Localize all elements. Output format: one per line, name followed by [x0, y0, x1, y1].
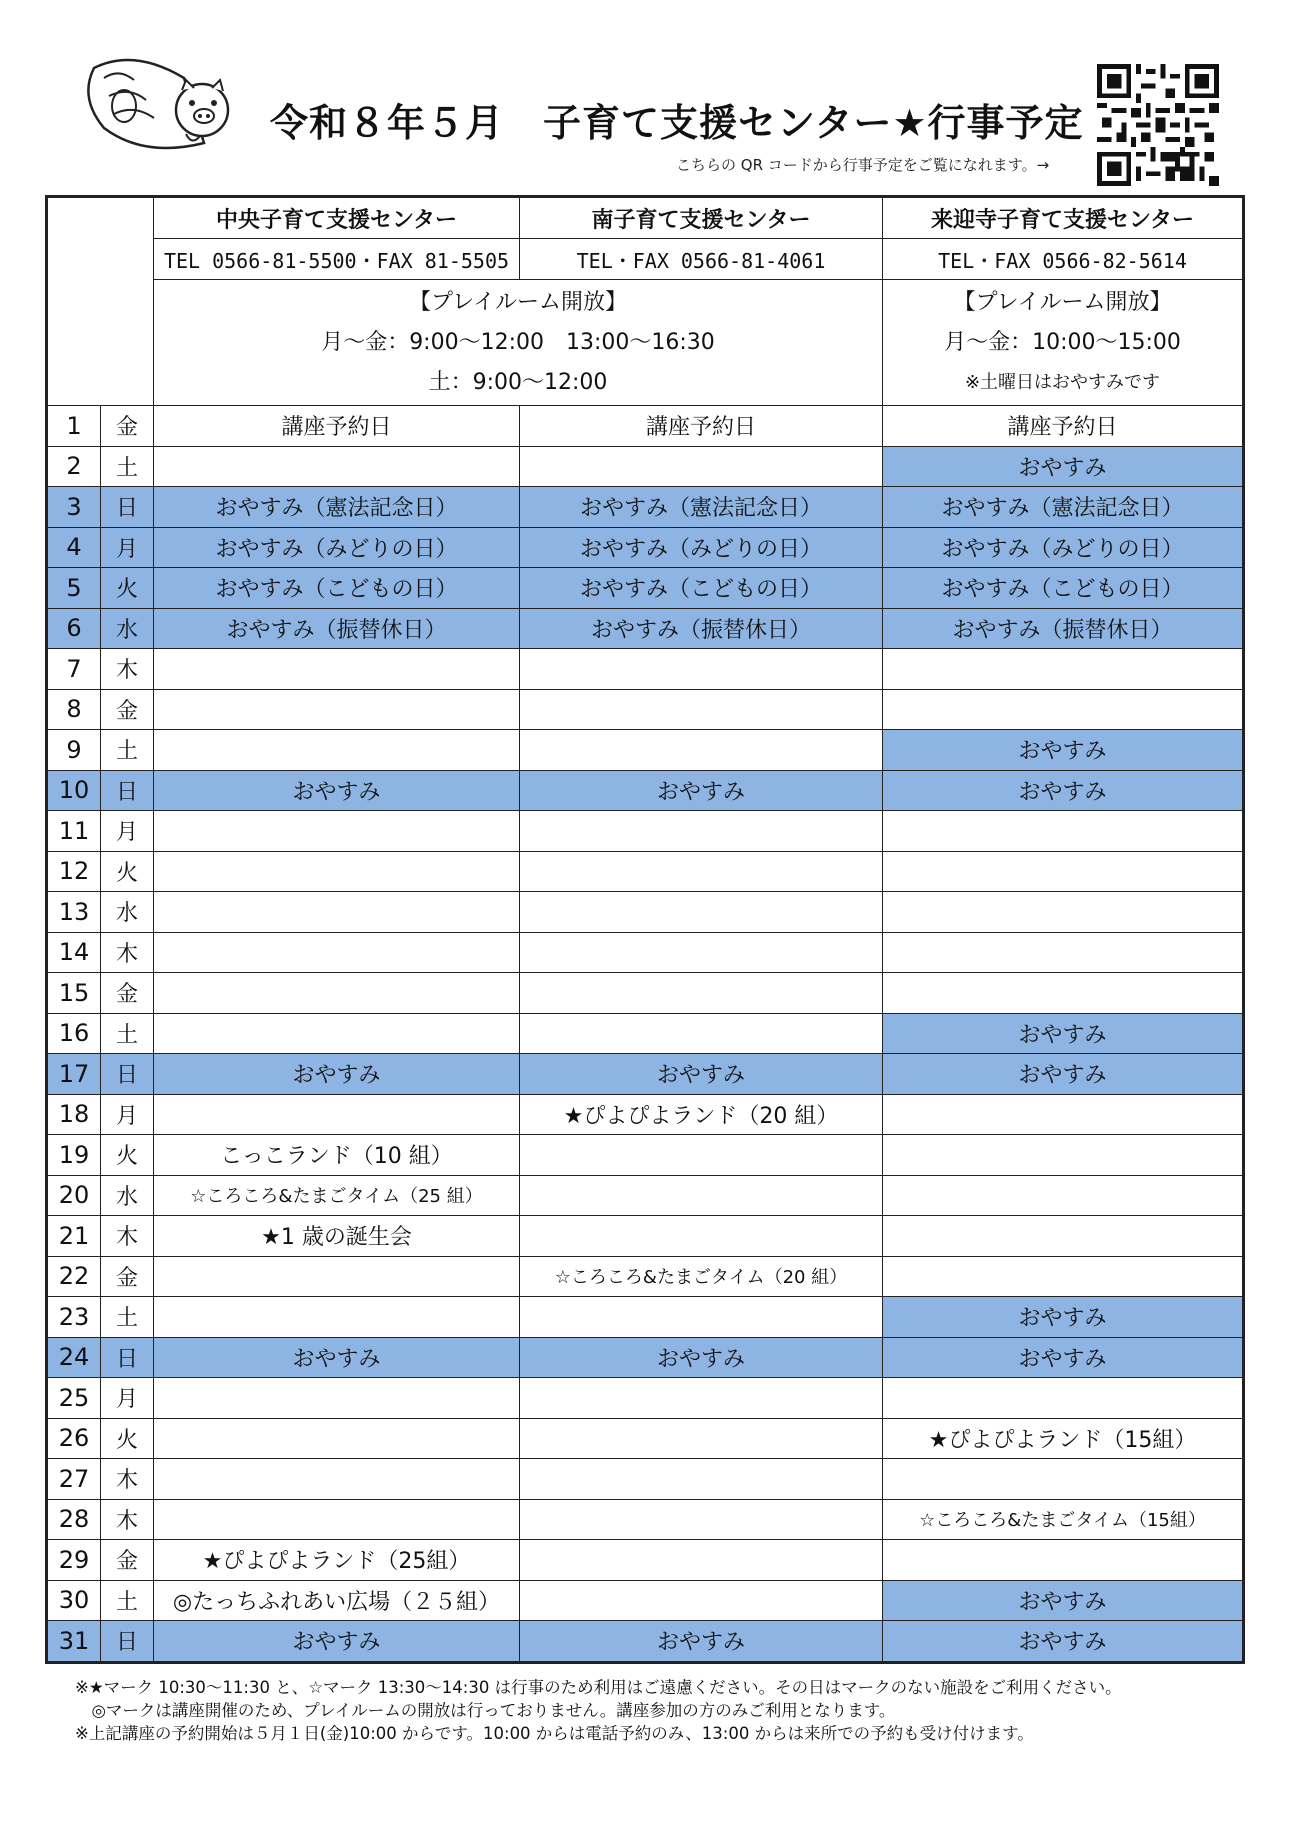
day-weekday: 水 [101, 1175, 154, 1216]
event-minami [520, 1297, 883, 1338]
day-row [47, 1580, 1244, 1621]
event-raigoji: おやすみ（憲法記念日） [883, 487, 1244, 528]
playroom-weekday-right: 月～金：10:00～15:00 [944, 329, 1181, 355]
day-number: 25 [47, 1378, 101, 1419]
event-raigoji [883, 932, 1244, 973]
schedule-table [45, 195, 1245, 1664]
event-chuo [154, 892, 520, 933]
event-raigoji: 講座予約日 [883, 406, 1244, 447]
event-minami: おやすみ [520, 1621, 883, 1663]
event-minami [520, 1135, 883, 1176]
event-minami: おやすみ（みどりの日） [520, 527, 883, 568]
day-row [47, 770, 1244, 811]
day-weekday: 日 [101, 487, 154, 528]
playroom-note-right: ※土曜日はおやすみです [964, 371, 1161, 393]
day-row [47, 1621, 1244, 1663]
event-raigoji: おやすみ [883, 730, 1244, 771]
day-weekday: 火 [101, 1135, 154, 1176]
day-weekday: 日 [101, 1621, 154, 1663]
event-raigoji [883, 811, 1244, 852]
center-tel-chuo: TEL 0566-81-5500・FAX 81-5505 [154, 239, 520, 280]
event-raigoji: ☆ころころ&たまごタイム（15組） [883, 1499, 1244, 1540]
day-weekday: 水 [101, 608, 154, 649]
event-raigoji: おやすみ [883, 446, 1244, 487]
event-chuo: おやすみ [154, 1054, 520, 1095]
day-number: 10 [47, 770, 101, 811]
event-minami [520, 730, 883, 771]
event-chuo: ◎たっちふれあい広場（２５組） [154, 1580, 520, 1621]
event-minami [520, 1216, 883, 1257]
event-minami [520, 1580, 883, 1621]
event-raigoji: ★ぴよぴよランド（15組） [883, 1418, 1244, 1459]
event-chuo [154, 689, 520, 730]
day-weekday: 金 [101, 689, 154, 730]
day-number: 7 [47, 649, 101, 690]
day-weekday: 月 [101, 527, 154, 568]
day-number: 8 [47, 689, 101, 730]
day-number: 14 [47, 932, 101, 973]
event-minami [520, 1378, 883, 1419]
playroom-hours-left [154, 280, 883, 406]
event-minami: おやすみ（こどもの日） [520, 568, 883, 609]
event-minami [520, 851, 883, 892]
event-raigoji: おやすみ（みどりの日） [883, 527, 1244, 568]
event-minami [520, 1459, 883, 1500]
event-minami: おやすみ [520, 1054, 883, 1095]
day-number: 6 [47, 608, 101, 649]
event-minami [520, 973, 883, 1014]
playroom-hours-right [883, 280, 1244, 406]
event-chuo: おやすみ [154, 1337, 520, 1378]
event-minami: ☆ころころ&たまごタイム（20 組） [520, 1256, 883, 1297]
day-row [47, 1054, 1244, 1095]
day-row [47, 608, 1244, 649]
event-raigoji [883, 892, 1244, 933]
day-weekday: 土 [101, 1013, 154, 1054]
day-row [47, 932, 1244, 973]
footnote-2: ◎マークは講座開催のため、プレイルームの開放は行っておりません。講座参加の方のみご利用となります。 [75, 1701, 896, 1720]
footnote-3: ※上記講座の予約開始は５月１日(金)10:00 からです。10:00 からは電話予約のみ、13:00 からは来所での予約も受け付けます。 [75, 1724, 1034, 1743]
day-weekday: 金 [101, 1540, 154, 1581]
qr-note: こちらの QR コードから行事予定をご覧になれます。→ [676, 156, 1050, 174]
day-number: 2 [47, 446, 101, 487]
event-raigoji [883, 1135, 1244, 1176]
playroom-title-right: 【プレイルーム開放】 [953, 289, 1172, 315]
day-weekday: 日 [101, 770, 154, 811]
event-minami: おやすみ [520, 770, 883, 811]
day-number: 4 [47, 527, 101, 568]
day-row [47, 1378, 1244, 1419]
day-weekday: 土 [101, 730, 154, 771]
day-weekday: 木 [101, 1499, 154, 1540]
event-raigoji: おやすみ [883, 1054, 1244, 1095]
day-row [47, 487, 1244, 528]
day-number: 19 [47, 1135, 101, 1176]
day-number: 28 [47, 1499, 101, 1540]
event-minami [520, 649, 883, 690]
day-number: 29 [47, 1540, 101, 1581]
day-row [47, 1094, 1244, 1135]
event-chuo: おやすみ（憲法記念日） [154, 487, 520, 528]
event-raigoji [883, 1540, 1244, 1581]
day-weekday: 木 [101, 932, 154, 973]
event-minami [520, 1175, 883, 1216]
day-weekday: 土 [101, 1580, 154, 1621]
day-weekday: 月 [101, 1094, 154, 1135]
event-chuo [154, 1499, 520, 1540]
event-minami [520, 1540, 883, 1581]
day-number: 23 [47, 1297, 101, 1338]
event-raigoji [883, 649, 1244, 690]
event-chuo [154, 1378, 520, 1419]
event-chuo: ☆ころころ&たまごタイム（25 組） [154, 1175, 520, 1216]
day-weekday: 土 [101, 446, 154, 487]
event-raigoji [883, 1256, 1244, 1297]
event-minami [520, 1499, 883, 1540]
event-chuo [154, 811, 520, 852]
playroom-saturday-left: 土：9:00～12:00 [428, 369, 608, 395]
qr-code-icon[interactable] [1097, 64, 1219, 186]
event-raigoji: おやすみ [883, 1580, 1244, 1621]
day-weekday: 火 [101, 1418, 154, 1459]
day-row [47, 568, 1244, 609]
event-chuo [154, 1013, 520, 1054]
event-chuo: おやすみ（みどりの日） [154, 527, 520, 568]
event-raigoji [883, 1175, 1244, 1216]
footnotes [75, 1676, 1122, 1745]
day-row [47, 1256, 1244, 1297]
event-minami [520, 446, 883, 487]
day-row [47, 406, 1244, 447]
event-chuo [154, 851, 520, 892]
day-number: 16 [47, 1013, 101, 1054]
event-chuo: おやすみ [154, 1621, 520, 1663]
day-row [47, 1013, 1244, 1054]
event-chuo [154, 932, 520, 973]
event-chuo: おやすみ（こどもの日） [154, 568, 520, 609]
day-number: 20 [47, 1175, 101, 1216]
day-row [47, 1337, 1244, 1378]
day-weekday: 火 [101, 851, 154, 892]
event-raigoji [883, 1216, 1244, 1257]
event-raigoji: おやすみ（こどもの日） [883, 568, 1244, 609]
day-row [47, 1135, 1244, 1176]
day-row [47, 973, 1244, 1014]
event-chuo: おやすみ（振替休日） [154, 608, 520, 649]
event-raigoji [883, 851, 1244, 892]
day-row [47, 851, 1244, 892]
event-minami [520, 932, 883, 973]
event-minami [520, 1418, 883, 1459]
event-raigoji [883, 1094, 1244, 1135]
day-row [47, 1540, 1244, 1581]
day-number: 13 [47, 892, 101, 933]
day-number: 1 [47, 406, 101, 447]
day-row [47, 1499, 1244, 1540]
event-raigoji [883, 689, 1244, 730]
day-row [47, 689, 1244, 730]
day-number: 30 [47, 1580, 101, 1621]
day-number: 26 [47, 1418, 101, 1459]
day-row [47, 1175, 1244, 1216]
day-weekday: 月 [101, 1378, 154, 1419]
page-title: 令和８年５月 子育て支援センター★行事予定 [270, 101, 1084, 145]
event-chuo: 講座予約日 [154, 406, 520, 447]
day-row [47, 649, 1244, 690]
event-minami: おやすみ [520, 1337, 883, 1378]
event-raigoji: おやすみ [883, 1337, 1244, 1378]
playroom-title-left: 【プレイルーム開放】 [408, 289, 628, 315]
event-minami [520, 1013, 883, 1054]
day-weekday: 土 [101, 1297, 154, 1338]
event-chuo: ★1 歳の誕生会 [154, 1216, 520, 1257]
day-row [47, 811, 1244, 852]
day-weekday: 日 [101, 1054, 154, 1095]
day-row [47, 892, 1244, 933]
event-minami [520, 811, 883, 852]
day-row [47, 1418, 1244, 1459]
center-name-chuo: 中央子育て支援センター [154, 197, 520, 239]
event-chuo: こっこランド（10 組） [154, 1135, 520, 1176]
day-weekday: 木 [101, 649, 154, 690]
mascot-illustration [74, 48, 244, 158]
day-row [47, 1459, 1244, 1500]
day-row [47, 1297, 1244, 1338]
day-weekday: 木 [101, 1459, 154, 1500]
day-weekday: 木 [101, 1216, 154, 1257]
event-minami: おやすみ（振替休日） [520, 608, 883, 649]
day-row [47, 527, 1244, 568]
event-chuo [154, 1459, 520, 1500]
day-number: 22 [47, 1256, 101, 1297]
day-row [47, 446, 1244, 487]
event-raigoji: おやすみ [883, 1621, 1244, 1663]
footnote-1: ※★マーク 10:30～11:30 と、☆マーク 13:30～14:30 は行事のため利用はご遠慮ください。その日はマークのない施設をご利用ください。 [75, 1678, 1122, 1697]
event-chuo: おやすみ [154, 770, 520, 811]
day-weekday: 月 [101, 811, 154, 852]
event-raigoji: おやすみ（振替休日） [883, 608, 1244, 649]
day-number: 24 [47, 1337, 101, 1378]
event-chuo [154, 1297, 520, 1338]
day-weekday: 金 [101, 1256, 154, 1297]
event-chuo [154, 1418, 520, 1459]
event-chuo [154, 973, 520, 1014]
event-chuo: ★ぴよぴよランド（25組） [154, 1540, 520, 1581]
day-weekday: 金 [101, 406, 154, 447]
event-minami: おやすみ（憲法記念日） [520, 487, 883, 528]
day-number: 11 [47, 811, 101, 852]
center-name-minami: 南子育て支援センター [520, 197, 883, 239]
event-minami: 講座予約日 [520, 406, 883, 447]
day-weekday: 金 [101, 973, 154, 1014]
event-chuo [154, 1094, 520, 1135]
playroom-weekday-left: 月～金：9:00～12:00 13:00～16:30 [321, 329, 715, 355]
day-number: 18 [47, 1094, 101, 1135]
day-number: 5 [47, 568, 101, 609]
day-number: 9 [47, 730, 101, 771]
day-rows [47, 406, 1244, 1663]
day-number: 17 [47, 1054, 101, 1095]
event-raigoji: おやすみ [883, 770, 1244, 811]
day-number: 12 [47, 851, 101, 892]
event-chuo [154, 649, 520, 690]
day-row [47, 1216, 1244, 1257]
day-row [47, 730, 1244, 771]
day-number: 27 [47, 1459, 101, 1500]
header-center-names [47, 197, 1244, 239]
event-raigoji [883, 1378, 1244, 1419]
day-number: 3 [47, 487, 101, 528]
center-tel-minami: TEL・FAX 0566-81-4061 [520, 239, 883, 280]
day-weekday: 火 [101, 568, 154, 609]
event-chuo [154, 446, 520, 487]
header-playroom [47, 280, 1244, 406]
day-weekday: 水 [101, 892, 154, 933]
event-raigoji [883, 1459, 1244, 1500]
event-minami: ★ぴよぴよランド（20 組） [520, 1094, 883, 1135]
event-chuo [154, 730, 520, 771]
center-tel-raigoji: TEL・FAX 0566-82-5614 [883, 239, 1244, 280]
day-number: 15 [47, 973, 101, 1014]
day-number: 21 [47, 1216, 101, 1257]
event-raigoji: おやすみ [883, 1013, 1244, 1054]
event-raigoji [883, 973, 1244, 1014]
day-weekday: 日 [101, 1337, 154, 1378]
event-raigoji: おやすみ [883, 1297, 1244, 1338]
center-name-raigoji: 来迎寺子育て支援センター [883, 197, 1244, 239]
event-chuo [154, 1256, 520, 1297]
corner-cell [47, 197, 154, 406]
day-number: 31 [47, 1621, 101, 1663]
event-minami [520, 892, 883, 933]
event-minami [520, 689, 883, 730]
header-center-tels [47, 239, 1244, 280]
